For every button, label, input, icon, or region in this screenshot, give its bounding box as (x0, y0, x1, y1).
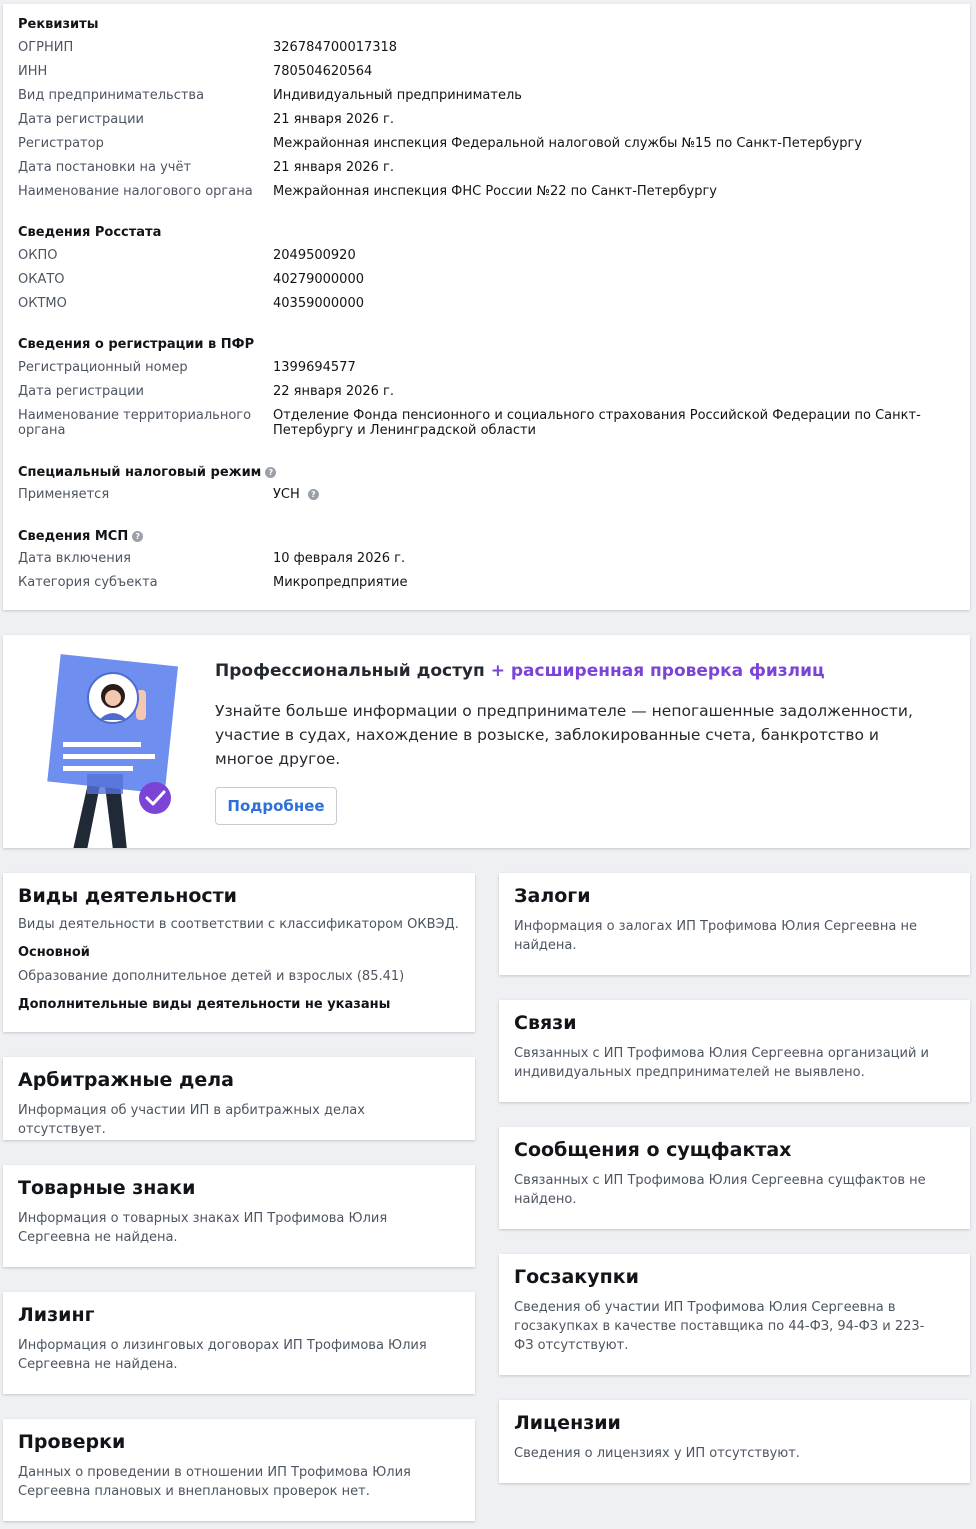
pfr-authority-value: Отделение Фонда пенсионного и социального страхования Российской Федерации по Санкт-Петербургу и Ленинградской области (273, 408, 921, 438)
promo-text: Узнайте больше информации о предпринимателе — непогашенные задолженности, участие в судах, нахождение в розыске, заблокированные счета, банкротство и многое другое. (215, 702, 913, 768)
regime-applied-row (273, 487, 953, 502)
main-activity-label: Основной (18, 945, 90, 960)
pledges-card (499, 873, 970, 975)
pfr-date-label: Дата регистрации (18, 384, 145, 399)
procurement-card (499, 1254, 970, 1375)
regime-applied-value: УСН (273, 487, 300, 502)
oktmo-value: 40359000000 (273, 296, 364, 311)
registration-date-value: 21 января 2026 г. (273, 112, 395, 127)
msp-category-value: Микропредприятие (273, 575, 408, 590)
registrar-value: Межрайонная инспекция Федеральной налоговой службы №15 по Санкт-Петербургу (273, 136, 863, 151)
arbitration-text: Информация об участии ИП в арбитражных делах отсутствует. (18, 1103, 365, 1137)
licenses-title: Лицензии (514, 1412, 621, 1434)
pledges-title: Залоги (514, 885, 591, 907)
okpo-label: ОКПО (18, 248, 58, 263)
oktmo-label: ОКТМО (18, 296, 67, 311)
main-activity-value: Образование дополнительное детей и взрослых (85.41) (18, 969, 405, 984)
business-type-label: Вид предпринимательства (18, 88, 205, 103)
ogrnip-value: 326784700017318 (273, 40, 398, 55)
leasing-text: Информация о лизинговых договорах ИП Трофимова Юлия Сергеевна не найдена. (18, 1338, 427, 1372)
facts-text: Связанных с ИП Трофимова Юлия Сергеевна сущфактов не найдено. (514, 1173, 926, 1207)
tax-registration-date-label: Дата постановки на учёт (18, 160, 192, 175)
arbitration-title: Арбитражные дела (18, 1069, 235, 1091)
tax-registration-date-value: 21 января 2026 г. (273, 160, 395, 175)
requisites-card (3, 4, 970, 610)
procurement-text: Сведения об участии ИП Трофимова Юлия Сергеевна в госзакупках в качестве поставщика по 44-ФЗ, 94-ФЗ и 223-ФЗ отсутствуют. (514, 1300, 925, 1353)
msp-category-label: Категория субъекта (18, 575, 158, 590)
pfr-authority-label: Наименование территориального органа (18, 408, 252, 438)
more-button[interactable]: Подробнее (215, 787, 337, 825)
inn-label: ИНН (18, 64, 48, 79)
pfr-number-value: 1399694577 (273, 360, 356, 375)
inspections-title: Проверки (18, 1431, 126, 1453)
facts-title: Сообщения о сущфактах (514, 1139, 792, 1161)
procurement-title: Госзакупки (514, 1266, 639, 1288)
activities-title: Виды деятельности (18, 885, 237, 907)
pfr-date-value: 22 января 2026 г. (273, 384, 395, 399)
tax-regime-title-text: Специальный налоговый режим (18, 465, 262, 480)
tax-regime-title (18, 465, 276, 480)
inn-value: 780504620564 (273, 64, 373, 79)
links-card (499, 1000, 970, 1102)
rosstat-title: Сведения Росстата (18, 225, 162, 240)
promo-title-main: Профессиональный доступ (215, 661, 485, 681)
promo-title-accent: + расширенная проверка физлиц (490, 661, 825, 681)
okato-value: 40279000000 (273, 272, 364, 287)
business-type-value: Индивидуальный предприниматель (273, 88, 522, 103)
promo-title (215, 661, 825, 681)
pledges-text: Информация о залогах ИП Трофимова Юлия Сергеевна не найдена. (514, 919, 917, 953)
person-document-illustration (43, 650, 193, 848)
promo-banner (3, 635, 970, 848)
pfr-number-label: Регистрационный номер (18, 360, 188, 375)
help-icon[interactable]: ? (132, 531, 143, 542)
regime-applied-label: Применяется (18, 487, 110, 502)
registrar-label: Регистратор (18, 136, 104, 151)
tax-authority-value: Межрайонная инспекция ФНС России №22 по Санкт-Петербургу (273, 184, 717, 199)
additional-activities: Дополнительные виды деятельности не указаны (18, 997, 391, 1012)
leasing-title: Лизинг (18, 1304, 95, 1326)
pfr-title: Сведения о регистрации в ПФР (18, 337, 255, 352)
arbitration-card (3, 1057, 475, 1140)
inspections-card (3, 1419, 475, 1521)
msp-title (18, 529, 143, 544)
trademarks-text: Информация о товарных знаках ИП Трофимова Юлия Сергеевна не найдена. (18, 1211, 388, 1245)
trademarks-title: Товарные знаки (18, 1177, 196, 1199)
help-icon[interactable]: ? (308, 489, 319, 500)
msp-date-value: 10 февраля 2026 г. (273, 551, 406, 566)
okato-label: ОКАТО (18, 272, 65, 287)
registration-date-label: Дата регистрации (18, 112, 145, 127)
links-text: Связанных с ИП Трофимова Юлия Сергеевна организаций и индивидуальных предпринимателей не выявлено. (514, 1046, 929, 1080)
activities-text: Виды деятельности в соответствии с классификатором ОКВЭД. (18, 917, 459, 932)
facts-card (499, 1127, 970, 1229)
ogrnip-label: ОГРНИП (18, 40, 74, 55)
msp-date-label: Дата включения (18, 551, 132, 566)
links-title: Связи (514, 1012, 577, 1034)
help-icon[interactable]: ? (265, 467, 276, 478)
leasing-card (3, 1292, 475, 1394)
activities-card (3, 873, 475, 1032)
msp-title-text: Сведения МСП (18, 529, 129, 544)
okpo-value: 2049500920 (273, 248, 356, 263)
inspections-text: Данных о проведении в отношении ИП Трофимова Юлия Сергеевна плановых и внеплановых проверок нет. (18, 1465, 411, 1499)
trademarks-card (3, 1165, 475, 1267)
requisites-title: Реквизиты (18, 17, 99, 32)
licenses-text: Сведения о лицензиях у ИП отсутствуют. (514, 1446, 800, 1461)
licenses-card (499, 1400, 970, 1483)
tax-authority-label: Наименование налогового органа (18, 184, 253, 199)
